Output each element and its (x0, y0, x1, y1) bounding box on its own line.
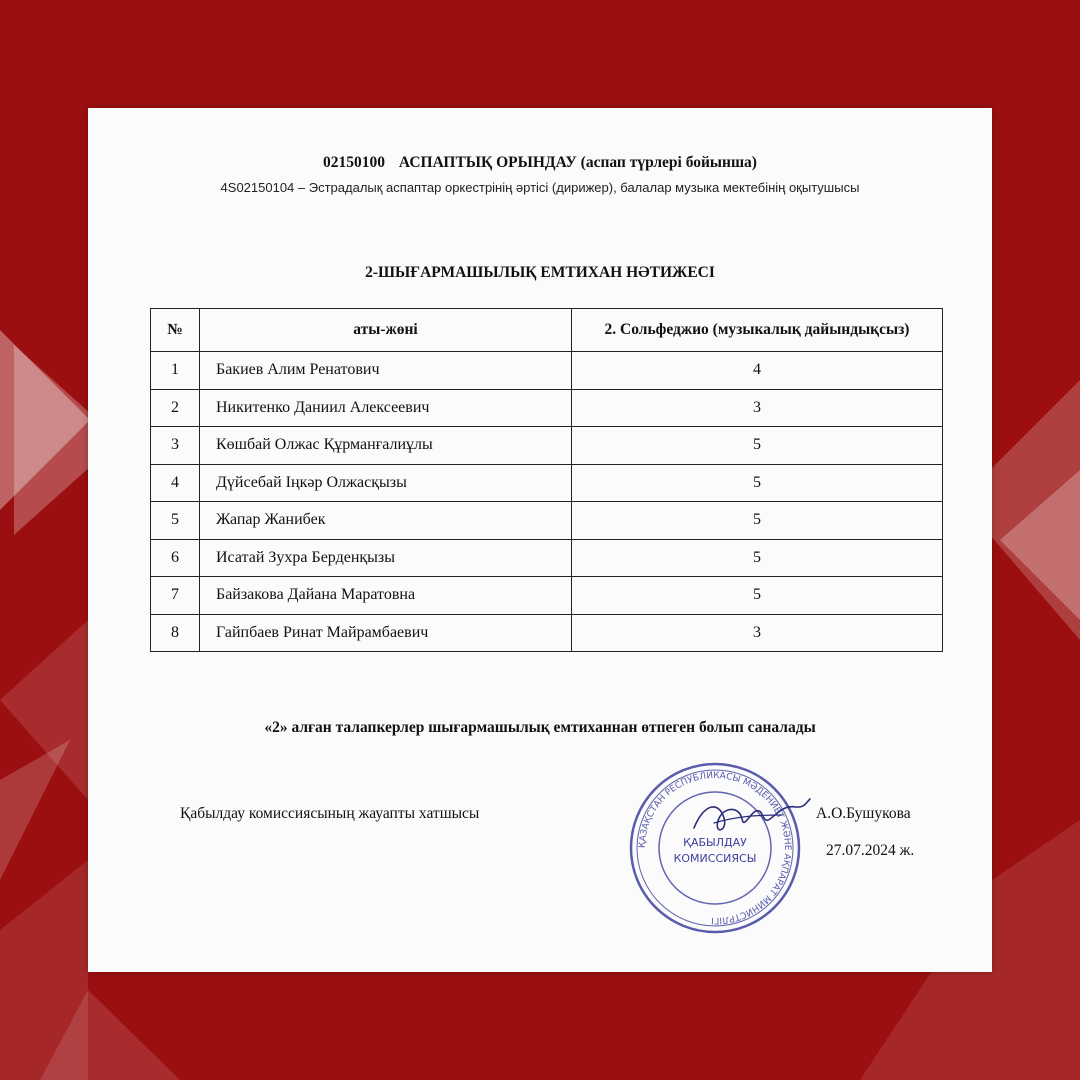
specialty-line: 4S02150104 – Эстрадалық аспаптар оркестрінің әртісі (дирижер), балалар музыка мектебінің оқытушысы (220, 180, 860, 195)
row-number: 6 (151, 539, 200, 577)
table-row (151, 502, 943, 540)
table-row (151, 352, 943, 390)
row-grade: 5 (572, 427, 943, 465)
failing-grade-note: «2» алған талапкерлер шығармашылық емтиханнан өтпеген болып саналады (264, 719, 816, 736)
row-name: Бакиев Алим Ренатович (200, 352, 572, 390)
table-row (151, 577, 943, 615)
column-header-name: аты-жөні (200, 309, 572, 352)
document-date: 27.07.2024 ж. (826, 842, 915, 859)
row-grade: 5 (572, 577, 943, 615)
stamp-center-line-1: ҚАБЫЛДАУ (683, 836, 747, 849)
table-row (151, 427, 943, 465)
table-row (151, 389, 943, 427)
row-grade: 5 (572, 502, 943, 540)
row-name: Гайпбаев Ринат Майрамбаевич (200, 614, 572, 652)
row-grade: 3 (572, 389, 943, 427)
row-grade: 5 (572, 464, 943, 502)
secretary-label: Қабылдау комиссиясының жауапты хатшысы (180, 805, 480, 822)
table-header-row (151, 309, 943, 352)
document-title: 2-ШЫҒАРМАШЫЛЫҚ ЕМТИХАН НӘТИЖЕСІ (365, 264, 715, 281)
row-number: 3 (151, 427, 200, 465)
signer-name: А.О.Бушукова (816, 805, 911, 822)
stamp-center-line-2: КОМИССИЯСЫ (673, 852, 757, 865)
row-number: 1 (151, 352, 200, 390)
row-number: 7 (151, 577, 200, 615)
table-row (151, 539, 943, 577)
table-row (151, 614, 943, 652)
commission-stamp-icon (625, 758, 805, 938)
program-heading (88, 154, 992, 172)
column-header-number: № (151, 309, 200, 352)
row-number: 2 (151, 389, 200, 427)
table-row (151, 464, 943, 502)
column-header-grade: 2. Сольфеджио (музыкалық дайындықсыз) (572, 309, 943, 352)
document-sheet (88, 108, 992, 972)
stamp-ring-text: ҚАЗАҚСТАН РЕСПУБЛИКАСЫ МӘДЕНИЕТ ЖӘНЕ АҚПАРАТ МИНИСТРЛІГІ (637, 770, 793, 926)
program-code: 02150100 (323, 154, 386, 171)
row-name: Дүйсебай Іңкәр Олжасқызы (200, 464, 572, 502)
row-number: 5 (151, 502, 200, 540)
signature-icon (684, 793, 814, 843)
row-grade: 5 (572, 539, 943, 577)
row-name: Жапар Жанибек (200, 502, 572, 540)
row-name: Байзакова Дайана Маратовна (200, 577, 572, 615)
row-grade: 3 (572, 614, 943, 652)
program-name: АСПАПТЫҚ ОРЫНДАУ (аспап түрлері бойынша) (398, 154, 757, 171)
row-name: Көшбай Олжас Құрманғалиұлы (200, 427, 572, 465)
results-table (150, 308, 943, 652)
row-grade: 4 (572, 352, 943, 390)
row-name: Исатай Зухра Берденқызы (200, 539, 572, 577)
row-number: 4 (151, 464, 200, 502)
row-name: Никитенко Даниил Алексеевич (200, 389, 572, 427)
row-number: 8 (151, 614, 200, 652)
